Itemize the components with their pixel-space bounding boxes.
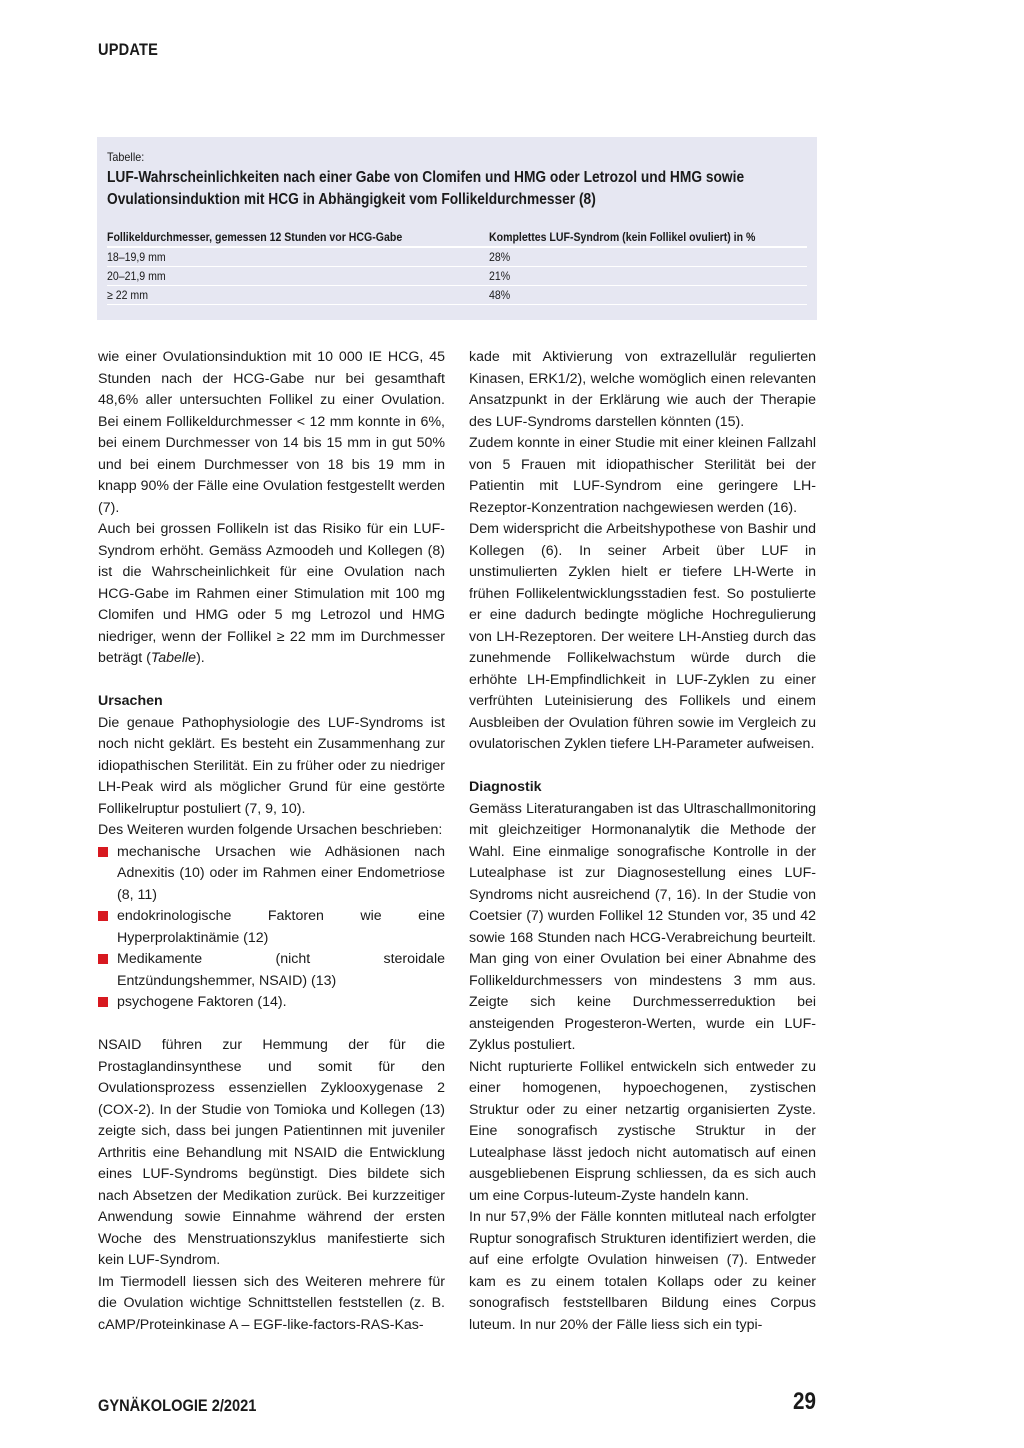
paragraph: Die genaue Pathophysiologie des LUF-Syndroms ist noch nicht geklärt. Es besteht ein Zusammenhang zur idiopathischen Sterilität. Ein zu früher oder zu niedriger LH-Peak wird als möglicher Grund für eine gestörte Follikelruptur postuliert (7, 9, 10). [98,714,445,817]
table-cell: 18–19,9 mm [107,247,489,267]
list-item: mechanische Ursachen wie Adhäsionen nach Adnexitis (10) oder im Rahmen einer Endometriose (8, 11) [98,842,445,907]
paragraph: kade mit Aktivierung von extrazellulär regulierten Kinasen, ERK1/2), welche womöglich einen relevanten Ansatzpunkt in der Erklärung wie auch der Therapie des LUF-Syndroms darstellen könnten (15). [469,349,816,430]
paragraph: NSAID führen zur Hemmung der für die Prostaglandinsynthese und somit für den Ovulationsprozess essenziellen Zyklooxygenase 2 (COX-2). In der Studie von Tomioka und Kollegen (13) zeigte sich, dass bei jungen Patientinnen mit juveniler Arthritis eine Behandlung mit NSAID die Entwicklung eines LUF-Syndroms begünstigt. Dies bildete sich nach Absetzen der Medikation zurück. Bei kurzzeitiger Anwendung sowie Einnahme während der ersten Woche des Menstruationszyklus manifestierte sich kein LUF-Syndrom. [98,1037,445,1268]
table-cell: 21% [489,267,807,286]
list-item: psychogene Faktoren (14). [98,992,445,1014]
table-cell: 48% [489,286,807,305]
square-bullet-icon [98,997,108,1007]
column-header: Follikeldurchmesser, gemessen 12 Stunden vor HCG-Gabe [107,227,489,247]
square-bullet-icon [98,911,108,921]
table-row [107,247,807,267]
left-column [98,347,445,1336]
table-cell: ≥ 22 mm [107,286,489,305]
table-caption: Tabelle: [107,150,145,164]
table-title-line: Ovulationsinduktion mit HCG in Abhängigkeit vom Follikeldurchmesser (8) [107,191,596,208]
paragraph: Auch bei grossen Follikeln ist das Risiko für ein LUF-Syndrom erhöht. Gemäss Azmoodeh und Kollegen (8) ist die Wahrscheinlichkeit für eine Ovulation nach HCG-Gabe im Rahmen einer Stimulation mit 100 mg Clomifen und HMG oder 5 mg Letrozol und HMG niedriger, wenn der Follikel ≥ 22 mm im Durchmesser beträgt (Tabelle). [98,521,445,666]
paragraph: Des Weiteren wurden folgende Ursachen beschrieben: [98,822,443,838]
paragraph: Zudem konnte in einer Studie mit einer kleinen Fallzahl von 5 Frauen mit idiopathischer Sterilität bei der Patientin mit LUF-Syndrom eine geringere LH-Rezeptor-Konzentration nachgewiesen werden (16). [469,435,816,516]
column-header: Komplettes LUF-Syndrom (kein Follikel ovuliert) in % [489,227,807,247]
list-item: endokrinologische Faktoren wie eine Hyperprolaktinämie (12) [98,906,445,949]
paragraph: wie einer Ovulationsinduktion mit 10 000 IE HCG, 45 Stunden nach der HCG-Gabe nur bei gesamthaft 48,6% aller untersuchten Follikel zu einer Ovulation. Bei einem Follikeldurchmesser < 12 mm konnte in 6%, bei einem Durchmesser von 14 bis 15 mm in gut 50% und bei einem Durchmesser von 18 bis 19 mm in knapp 90% der Fälle eine Ovulation festgestellt werden (7). [98,349,446,516]
table-reference: Tabelle [150,650,197,666]
table-header-row [107,227,807,247]
info-table-box [97,137,817,320]
square-bullet-icon [98,847,108,857]
square-bullet-icon [98,954,108,964]
journal-footer: GYNÄKOLOGIE 2/2021 [98,1396,257,1415]
table-title [107,167,778,211]
table-cell: 20–21,9 mm [107,267,489,286]
table-row [107,267,807,286]
page-number: 29 [793,1388,816,1415]
list-item: Medikamente (nicht steroidale Entzündungshemmer, NSAID) (13) [98,949,445,992]
paragraph: Dem widerspricht die Arbeitshypothese von Bashir und Kollegen (6). In seiner Arbeit über LUF in unstimulierten Zyklen hielt er tiefere LH-Werte in frühen Follikelentwicklungsstadien fest. So postulierte er eine dadurch bedingte mögliche Hochregulierung von LH-Rezeptoren. Der weitere LH-Anstieg durch das zunehmende Follikelwachstum würde durch die erhöhte LH-Empfindlichkeit in LUF-Zyklen zu einer verfrühten Luteinisierung des Follikels und einem Ausbleiben der Ovulation führen sowie im Vergleich zu ovulatorischen Zyklen tiefere LH-Parameter aufweisen. [469,521,816,752]
section-heading-causes: Ursachen [98,693,163,709]
paragraph: Gemäss Literaturangaben ist das Ultraschallmonitoring mit gleichzeitiger Hormonanalytik die Methode der Wahl. Eine einmalige sonografische Kontrolle in der Lutealphase ist zur Diagnosestellung eines LUF-Syndroms nicht ausreichend (7, 16). In der Studie von Coetsier (7) wurden Follikel 12 Stunden vor, 35 und 42 sowie 168 Stunden nach HCG-Verabreichung beurteilt. Man ging von einer Ovulation bei einer Abnahme des Follikeldurchmessers von mindestens 3 mm aus. Zeigte sich keine Durchmesserreduktion bei ansteigenden Progesteron-Werten, wurde ein LUF-Zyklus postuliert. [469,800,816,1053]
section-heading-diagnostics: Diagnostik [469,779,542,795]
table-cell: 28% [489,247,807,267]
section-label: UPDATE [98,40,159,59]
table-row [107,286,807,305]
paragraph: Nicht rupturierte Follikel entwickeln sich entweder zu einer homogenen, hypoechogenen, zystischen Struktur oder zu einer netzartig organisierten Zyste. Eine sonografisch zystische Struktur in der Lutealphase lässt jedoch nicht automatisch auf einen ausgebliebenen Eisprung schliessen, da es sich auch um eine Corpus-luteum-Zyste handeln kann. [469,1058,816,1204]
data-table [107,227,807,305]
paragraph: Im Tiermodell liessen sich des Weiteren mehrere für die Ovulation wichtige Schnittstellen feststellen (z. B. cAMP/Proteinkinase A – EGF-like-factors-RAS-Kas- [98,1273,445,1333]
causes-list [98,842,445,1014]
paragraph: In nur 57,9% der Fälle konnten mitluteal nach erfolgter Ruptur sonografisch Strukturen identifiziert werden, die auf eine erfolgte Ovulation hinweisen (7). Entweder kam es zu einem totalen Kollaps oder zu keiner sonografisch feststellbaren Bildung eines Corpus luteum. In nur 20% der Fälle liess sich ein typi- [469,1209,816,1333]
table-title-line: LUF-Wahrscheinlichkeiten nach einer Gabe von Clomifen und HMG oder Letrozol und HMG sowie [107,169,745,186]
right-column [469,347,816,1336]
